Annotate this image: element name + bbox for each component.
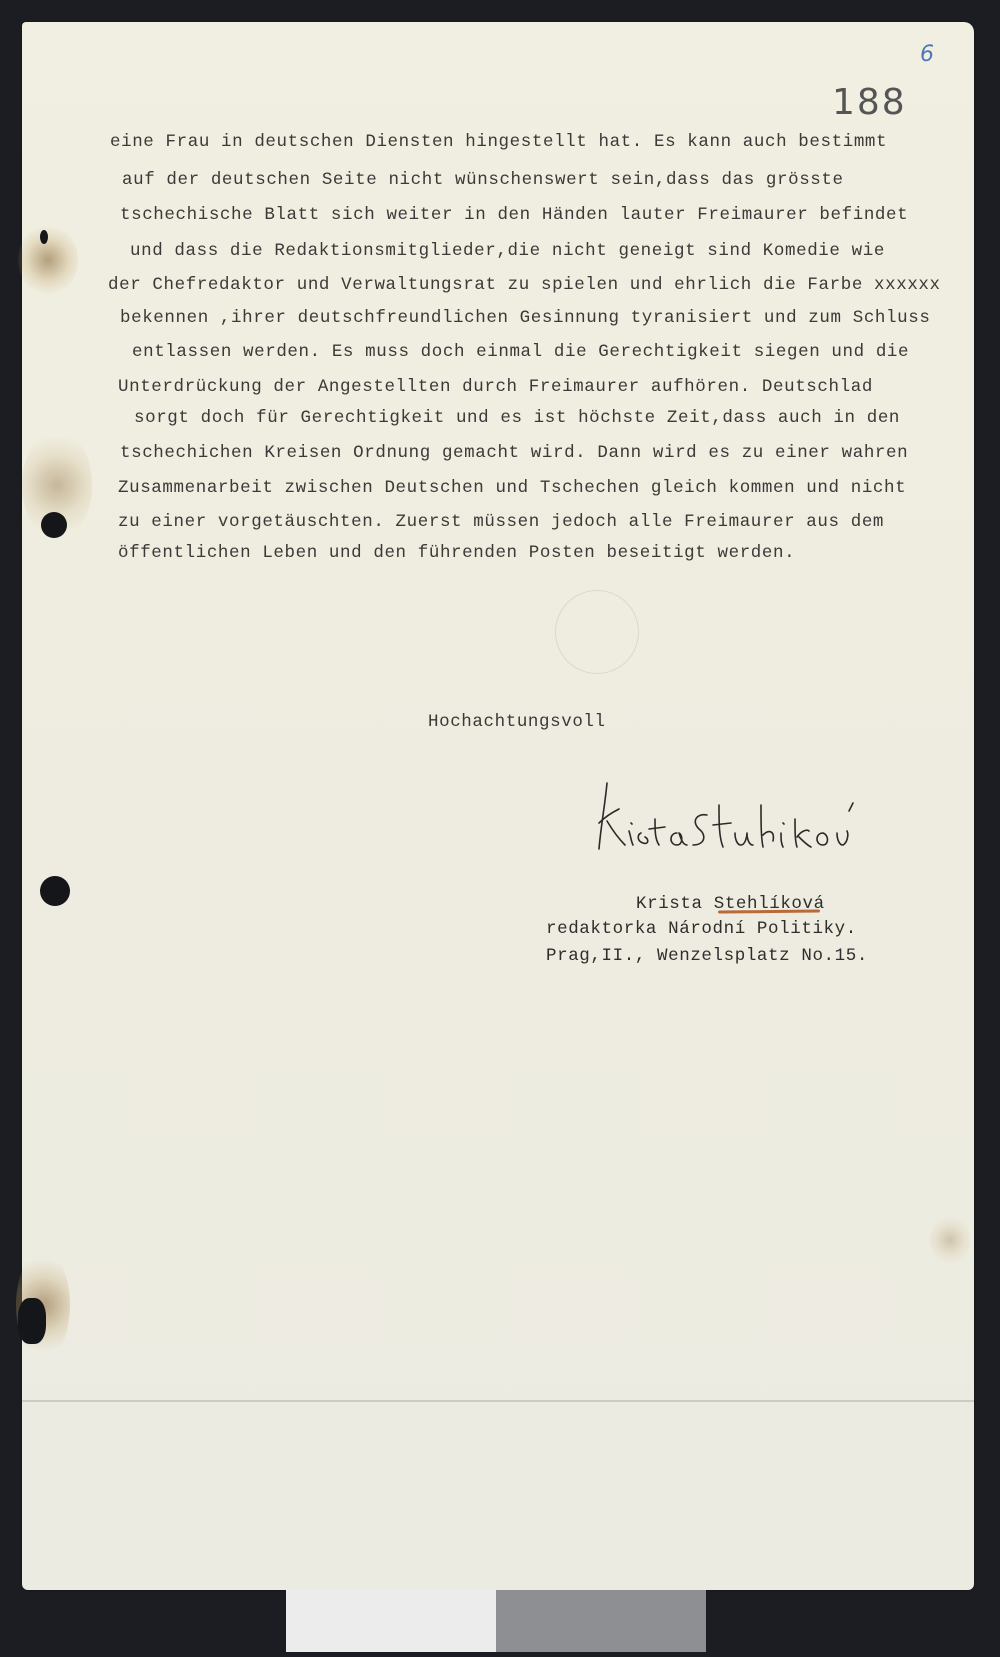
- punch-hole: [41, 512, 67, 538]
- page-fold-line: [22, 1400, 974, 1402]
- body-line: der Chefredaktor und Verwaltungsrat zu spielen und ehrlich die Farbe xxxxxx: [108, 275, 941, 295]
- folio-blue-mark: 6: [920, 42, 934, 67]
- punch-hole: [40, 876, 70, 906]
- body-line: bekennen ,ihrer deutschfreundlichen Gesinnung tyranisiert und zum Schluss: [120, 308, 931, 328]
- faint-stamp: [555, 590, 639, 674]
- punch-hole: [18, 1298, 46, 1344]
- closing-salutation: Hochachtungsvoll: [428, 712, 606, 732]
- body-line: öffentlichen Leben und den führenden Posten beseitigt werden.: [118, 543, 796, 563]
- signatory-address: Prag,II., Wenzelsplatz No.15.: [546, 946, 868, 966]
- signatory-title: redaktorka Národní Politiky.: [546, 919, 857, 939]
- body-line: tschechische Blatt sich weiter in den Händen lauter Freimaurer befindet: [120, 205, 909, 225]
- body-line: tschechichen Kreisen Ordnung gemacht wird. Dann wird es zu einer wahren: [120, 443, 909, 463]
- body-line: entlassen werden. Es muss doch einmal die Gerechtigkeit siegen und die: [132, 342, 910, 362]
- punch-hole: [40, 230, 48, 244]
- burn-stain: [18, 225, 78, 295]
- folio-number: 188: [832, 82, 907, 123]
- scan-label-strip-light: [286, 1590, 496, 1652]
- handwritten-signature: [585, 775, 855, 865]
- body-line: zu einer vorgetäuschten. Zuerst müssen jedoch alle Freimaurer aus dem: [118, 512, 885, 532]
- body-line: und dass die Redaktionsmitglieder,die nicht geneigt sind Komedie wie: [130, 241, 885, 261]
- body-line: auf der deutschen Seite nicht wünschenswert sein,dass das grösste: [122, 170, 844, 190]
- body-line: sorgt doch für Gerechtigkeit und es ist höchste Zeit,dass auch in den: [134, 408, 901, 428]
- body-line: Zusammenarbeit zwischen Deutschen und Tschechen gleich kommen und nicht: [118, 478, 907, 498]
- body-line: Unterdrückung der Angestellten durch Freimaurer aufhören. Deutschlad: [118, 377, 873, 397]
- burn-stain: [930, 1215, 970, 1265]
- scan-label-strip-gray: [496, 1590, 706, 1652]
- body-line: eine Frau in deutschen Diensten hingestellt hat. Es kann auch bestimmt: [110, 132, 888, 152]
- signatory-name: Krista Stehlíková: [636, 894, 825, 914]
